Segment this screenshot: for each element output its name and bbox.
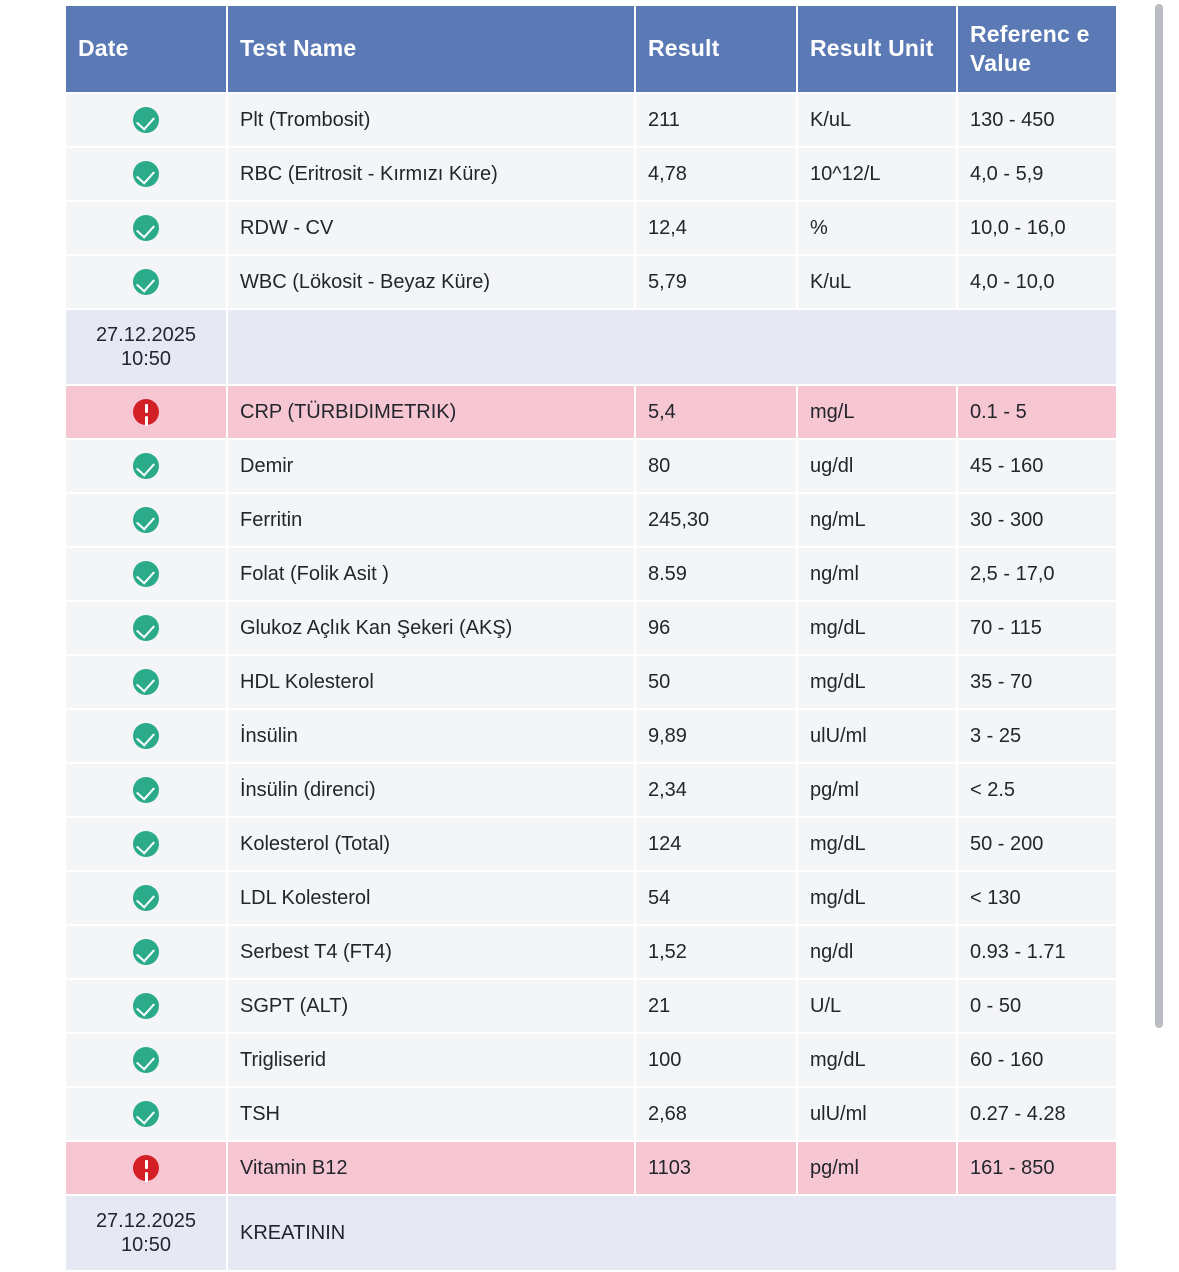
column-header-reference-value[interactable]: Referenc e Value [958,6,1116,92]
row-result-unit: ug/dl [798,440,956,492]
row-status-cell [66,256,226,308]
row-result-value: 21 [636,980,796,1032]
row-reference-value: < 2.5 [958,764,1116,816]
row-reference-value: 0.93 - 1.71 [958,926,1116,978]
alert-circle-icon [133,399,159,425]
table-row[interactable] [66,710,1116,762]
table-row[interactable] [66,310,1116,384]
row-reference-value: 0 - 50 [958,980,1116,1032]
row-test-name: Kolesterol (Total) [228,818,634,870]
row-reference-value: 2,5 - 17,0 [958,548,1116,600]
row-group-label: KREATININ [228,1196,1116,1270]
row-date-cell [66,310,226,384]
check-circle-icon [133,453,159,479]
row-result-value: 124 [636,818,796,870]
table-row[interactable] [66,494,1116,546]
table-row[interactable] [66,926,1116,978]
column-header-result-unit[interactable]: Result Unit [798,6,956,92]
check-circle-icon [133,269,159,295]
row-result-unit: mg/dL [798,602,956,654]
row-date-time: 10:50 [120,347,172,370]
row-status-cell [66,1142,226,1194]
row-status-cell [66,710,226,762]
row-result-unit: mg/dL [798,656,956,708]
row-status-cell [66,440,226,492]
row-test-name: Glukoz Açlık Kan Şekeri (AKŞ) [228,602,634,654]
table-row[interactable] [66,548,1116,600]
row-result-value: 245,30 [636,494,796,546]
row-reference-value: 70 - 115 [958,602,1116,654]
check-circle-icon [133,939,159,965]
row-result-value: 50 [636,656,796,708]
row-status-cell [66,602,226,654]
row-reference-value: 60 - 160 [958,1034,1116,1086]
table-row[interactable] [66,1034,1116,1086]
lab-results-table [64,4,1118,1272]
row-reference-value: 4,0 - 10,0 [958,256,1116,308]
row-test-name: Serbest T4 (FT4) [228,926,634,978]
check-circle-icon [133,215,159,241]
row-status-cell [66,926,226,978]
row-status-cell [66,202,226,254]
row-result-value: 211 [636,94,796,146]
row-status-cell [66,548,226,600]
row-test-name: LDL Kolesterol [228,872,634,924]
table-row[interactable] [66,656,1116,708]
check-circle-icon [133,1101,159,1127]
table-row[interactable] [66,256,1116,308]
column-header-test-name[interactable]: Test Name [228,6,634,92]
row-status-cell [66,818,226,870]
page-scrollbar-thumb[interactable] [1155,4,1163,1028]
alert-circle-icon [133,1155,159,1181]
row-test-name: Folat (Folik Asit ) [228,548,634,600]
table-row[interactable] [66,386,1116,438]
row-reference-value: 45 - 160 [958,440,1116,492]
row-test-name: TSH [228,1088,634,1140]
table-header [66,6,1116,92]
row-result-unit: U/L [798,980,956,1032]
table-row[interactable] [66,818,1116,870]
table-row[interactable] [66,602,1116,654]
column-header-date[interactable]: Date [66,6,226,92]
table-row[interactable] [66,148,1116,200]
row-result-unit: ng/mL [798,494,956,546]
row-result-unit: mg/dL [798,872,956,924]
row-result-value: 2,34 [636,764,796,816]
row-result-value: 2,68 [636,1088,796,1140]
row-result-unit: mg/L [798,386,956,438]
row-date-time: 10:50 [120,1233,172,1256]
row-result-unit: ulU/ml [798,1088,956,1140]
row-reference-value: 161 - 850 [958,1142,1116,1194]
row-result-unit: % [798,202,956,254]
check-circle-icon [133,669,159,695]
row-result-value: 100 [636,1034,796,1086]
table-row[interactable] [66,1196,1116,1270]
table-row[interactable] [66,872,1116,924]
table-row[interactable] [66,202,1116,254]
row-result-value: 9,89 [636,710,796,762]
check-circle-icon [133,885,159,911]
row-status-cell [66,94,226,146]
row-result-unit: ng/ml [798,548,956,600]
row-reference-value: 30 - 300 [958,494,1116,546]
row-result-unit: K/uL [798,94,956,146]
row-test-name: Vitamin B12 [228,1142,634,1194]
row-test-name: SGPT (ALT) [228,980,634,1032]
table-header-row [66,6,1116,92]
row-result-value: 54 [636,872,796,924]
row-status-cell [66,872,226,924]
row-result-unit: mg/dL [798,1034,956,1086]
row-result-unit: K/uL [798,256,956,308]
table-row[interactable] [66,764,1116,816]
row-status-cell [66,494,226,546]
row-status-cell [66,1088,226,1140]
row-result-value: 5,4 [636,386,796,438]
row-reference-value: 4,0 - 5,9 [958,148,1116,200]
table-row[interactable] [66,94,1116,146]
row-reference-value: 35 - 70 [958,656,1116,708]
row-status-cell [66,656,226,708]
row-test-name: Demir [228,440,634,492]
check-circle-icon [133,723,159,749]
row-result-value: 8.59 [636,548,796,600]
row-test-name: İnsülin [228,710,634,762]
row-result-value: 80 [636,440,796,492]
row-result-value: 4,78 [636,148,796,200]
check-circle-icon [133,1047,159,1073]
row-result-value: 96 [636,602,796,654]
row-group-label [228,310,1116,384]
row-test-name: WBC (Lökosit - Beyaz Küre) [228,256,634,308]
row-date-day: 27.12.2025 [95,1209,197,1232]
row-result-unit: ng/dl [798,926,956,978]
page-scrollbar-track[interactable] [1163,0,1171,1183]
row-test-name: Plt (Trombosit) [228,94,634,146]
check-circle-icon [133,777,159,803]
row-test-name: CRP (TÜRBIDIMETRIK) [228,386,634,438]
check-circle-icon [133,507,159,533]
row-result-unit: pg/ml [798,764,956,816]
table-row[interactable] [66,440,1116,492]
row-test-name: İnsülin (direnci) [228,764,634,816]
row-reference-value: 130 - 450 [958,94,1116,146]
row-reference-value: 50 - 200 [958,818,1116,870]
table-row[interactable] [66,1142,1116,1194]
row-result-unit: pg/ml [798,1142,956,1194]
check-circle-icon [133,161,159,187]
table-body [66,94,1116,1270]
check-circle-icon [133,831,159,857]
row-status-cell [66,1034,226,1086]
row-reference-value: 0.1 - 5 [958,386,1116,438]
row-test-name: Ferritin [228,494,634,546]
table-row[interactable] [66,980,1116,1032]
table-row[interactable] [66,1088,1116,1140]
column-header-result[interactable]: Result [636,6,796,92]
row-date-day: 27.12.2025 [95,323,197,346]
row-reference-value: < 130 [958,872,1116,924]
row-result-value: 1103 [636,1142,796,1194]
row-status-cell [66,980,226,1032]
row-status-cell [66,148,226,200]
check-circle-icon [133,107,159,133]
check-circle-icon [133,561,159,587]
row-test-name: RDW - CV [228,202,634,254]
row-test-name: RBC (Eritrosit - Kırmızı Küre) [228,148,634,200]
row-reference-value: 0.27 - 4.28 [958,1088,1116,1140]
check-circle-icon [133,993,159,1019]
row-date-cell [66,1196,226,1270]
row-reference-value: 3 - 25 [958,710,1116,762]
row-test-name: HDL Kolesterol [228,656,634,708]
row-test-name: Trigliserid [228,1034,634,1086]
row-result-value: 12,4 [636,202,796,254]
row-status-cell [66,386,226,438]
row-status-cell [66,764,226,816]
row-result-value: 1,52 [636,926,796,978]
row-reference-value: 10,0 - 16,0 [958,202,1116,254]
row-result-unit: 10^12/L [798,148,956,200]
row-result-unit: ulU/ml [798,710,956,762]
row-result-value: 5,79 [636,256,796,308]
check-circle-icon [133,615,159,641]
lab-results-table-container [64,4,1112,1272]
row-result-unit: mg/dL [798,818,956,870]
